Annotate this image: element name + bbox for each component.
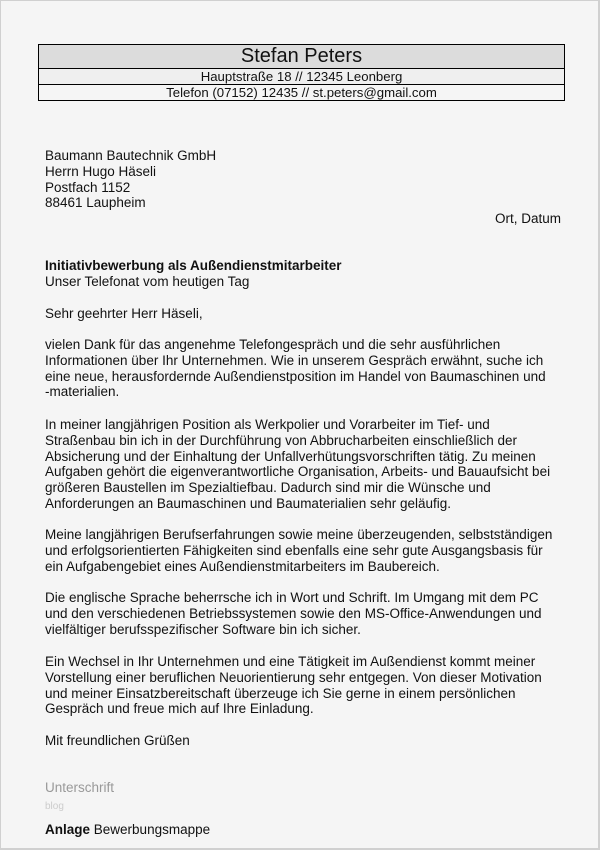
paragraph-line: und den verschiedenen Betriebssystemen sowie den MS-Office-Anwendungen und (45, 605, 542, 621)
paragraph-line: Die englische Sprache beherrsche ich in Wort und Schrift. Im Umgang mit dem PC (45, 590, 539, 605)
paragraph-line: Straßenbau bin ich in der Durchführung von Abbrucharbeiten einschließlich der (45, 432, 518, 448)
paragraph-line: Absicherung und der Einhaltung der Unfallverhütungsvorschriften tätig. Zu meinen (45, 448, 536, 464)
attachment-value: Bewerbungsmappe (93, 822, 211, 837)
recipient-address (45, 148, 565, 211)
paragraph-line: Anforderungen an Baumaschinen und Baumaterialien sehr geläufig. (45, 495, 452, 511)
paragraph-line: Gespräch und freue mich auf Ihre Einladung. (45, 701, 314, 717)
letterhead (38, 44, 565, 101)
paragraph-line: Informationen über Ihr Unternehmen. Wie in unserem Gespräch erwähnt, suche ich (45, 352, 544, 368)
paragraph-line: ein Aufgabengebiet eines Außendienstmitarbeiters im Baubereich. (45, 558, 440, 574)
recipient-company: Baumann Bautechnik GmbH (45, 148, 217, 163)
paragraph-line: -materialien. (45, 384, 120, 400)
paragraph-line: Meine langjährigen Berufserfahrungen sowie meine überzeugenden, selbstständigen (45, 527, 553, 542)
subject-block (45, 258, 565, 290)
paragraph-line: Ein Wechsel in Ihr Unternehmen und eine Tätigkeit im Außendienst kommt meiner (45, 654, 536, 669)
paragraph-languages-it (45, 590, 565, 637)
attachment-line (45, 822, 565, 838)
place-date: Ort, Datum (494, 211, 561, 226)
paragraph-experience (45, 417, 565, 512)
paragraph-line: vielen Dank für das angenehme Telefongespräch und die sehr ausführlichen (45, 337, 501, 352)
recipient-postbox: Postfach 1152 (45, 179, 131, 195)
recipient-person: Herrn Hugo Häseli (45, 163, 157, 179)
sender-contact: Telefon (07152) 12435 // st.peters@gmail.com (39, 85, 564, 100)
recipient-city: 88461 Laupheim (45, 195, 146, 211)
paragraph-line: und erfolgsorientierten Fähigkeiten sind ebenfalls eine sehr gute Ausgangsbasis für (45, 542, 543, 558)
subject-title: Initiativbewerbung als Außendienstmitarbeiter (45, 258, 342, 273)
sender-name: Stefan Peters (39, 45, 564, 69)
paragraph-line: Vorstellung einer beruflichen Neuorientierung sehr entgegen. Von dieser Motivation (45, 669, 542, 685)
paragraph-line: eine neue, herausfordernde Außendienstposition im Handel von Baumaschinen und (45, 368, 546, 384)
signature-placeholder: Unterschrift (45, 780, 115, 795)
paragraph-line: In meiner langjährigen Position als Werkpolier und Vorarbeiter im Tief- und (45, 417, 490, 432)
paragraph-line: Aufgaben gehört die eigenverantwortliche Organisation, Arbeits- und Bauaufsicht bei (45, 464, 551, 480)
subject-reference: Unser Telefonat vom heutigen Tag (45, 273, 250, 289)
closing: Mit freundlichen Grüßen (45, 733, 190, 748)
paragraph-line: und meiner Einsatzbereitschaft überzeuge ich Sie gerne in einem persönlichen (45, 685, 516, 701)
paragraph-line: vielfältiger berufsspezifischer Software bin ich sicher. (45, 621, 361, 637)
watermark: blog (45, 801, 64, 812)
salutation: Sehr geehrter Herr Häseli, (45, 306, 203, 321)
paragraph-motivation (45, 654, 565, 717)
paragraph-intro (45, 337, 565, 400)
sender-address: Hauptstraße 18 // 12345 Leonberg (39, 69, 564, 85)
letter-page (1, 1, 598, 848)
attachment-label: Anlage (45, 822, 91, 837)
paragraph-skills (45, 527, 565, 574)
paragraph-line: größeren Baustellen im Spezialtiefbau. Dadurch sind mir die Wünsche und (45, 480, 491, 496)
